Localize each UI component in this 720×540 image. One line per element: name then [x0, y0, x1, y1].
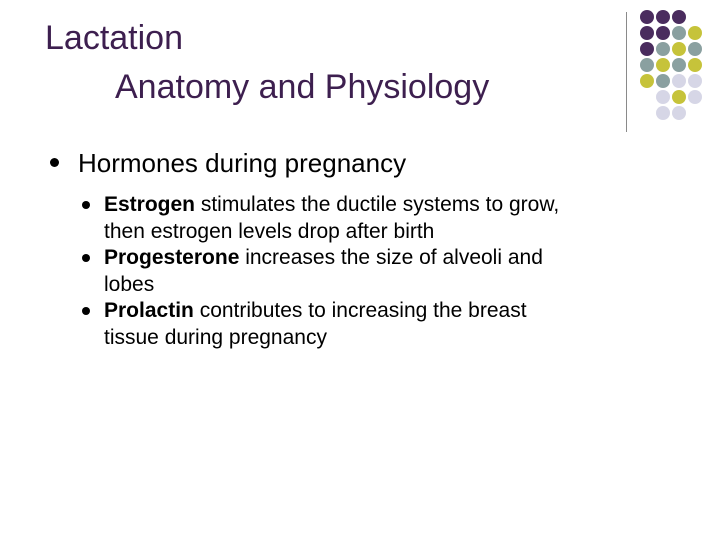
bullet-icon: [50, 158, 59, 167]
decorative-dot: [656, 74, 670, 88]
sub-bullet-progesterone: [82, 245, 682, 298]
vertical-divider: [626, 12, 627, 132]
decorative-dot: [640, 42, 654, 56]
sub-bullet-list: [82, 192, 682, 351]
decorative-dot: [672, 58, 686, 72]
decorative-dot: [688, 74, 702, 88]
sub-bullet-text: increases the size of alveoli and: [239, 246, 543, 269]
decorative-dot: [688, 42, 702, 56]
decorative-dot: [672, 26, 686, 40]
decorative-dot: [640, 74, 654, 88]
decorative-dot-grid: [640, 10, 720, 120]
sub-bullet-estrogen: [82, 192, 682, 245]
decorative-dot: [688, 90, 702, 104]
decorative-dot: [688, 58, 702, 72]
hormone-term: Prolactin: [104, 299, 194, 322]
decorative-dot: [672, 74, 686, 88]
hormone-term: Progesterone: [104, 246, 240, 269]
decorative-dot: [672, 90, 686, 104]
decorative-dot: [640, 58, 654, 72]
sub-bullet-text: stimulates the ductile systems to grow,: [195, 193, 560, 216]
slide-title-line-1: Lactation: [45, 19, 183, 57]
decorative-dot: [672, 42, 686, 56]
sub-bullet-line-1: [104, 245, 682, 272]
decorative-dot: [640, 26, 654, 40]
main-bullet-text: Hormones during pregnancy: [78, 148, 407, 178]
decorative-dot: [656, 106, 670, 120]
hormone-term: Estrogen: [104, 193, 196, 216]
bullet-icon: [82, 254, 90, 262]
sub-bullet-line-1: [104, 192, 682, 219]
decorative-dot: [656, 10, 670, 24]
bullet-icon: [82, 307, 90, 315]
sub-bullet-line-2: lobes: [104, 272, 155, 296]
decorative-dot: [672, 106, 686, 120]
sub-bullet-prolactin: [82, 298, 682, 351]
decorative-dot: [656, 90, 670, 104]
decorative-dot: [656, 26, 670, 40]
decorative-dot: [640, 10, 654, 24]
sub-bullet-text: contributes to increasing the breast: [193, 299, 527, 322]
slide-title-line-2: Anatomy and Physiology: [115, 68, 490, 106]
decorative-dot: [672, 10, 686, 24]
bullet-icon: [82, 201, 90, 209]
sub-bullet-line-2: tissue during pregnancy: [104, 325, 327, 349]
sub-bullet-line-2: then estrogen levels drop after birth: [104, 219, 435, 243]
decorative-dot: [656, 58, 670, 72]
decorative-dot: [656, 42, 670, 56]
sub-bullet-line-1: [104, 298, 682, 325]
decorative-dot: [688, 26, 702, 40]
